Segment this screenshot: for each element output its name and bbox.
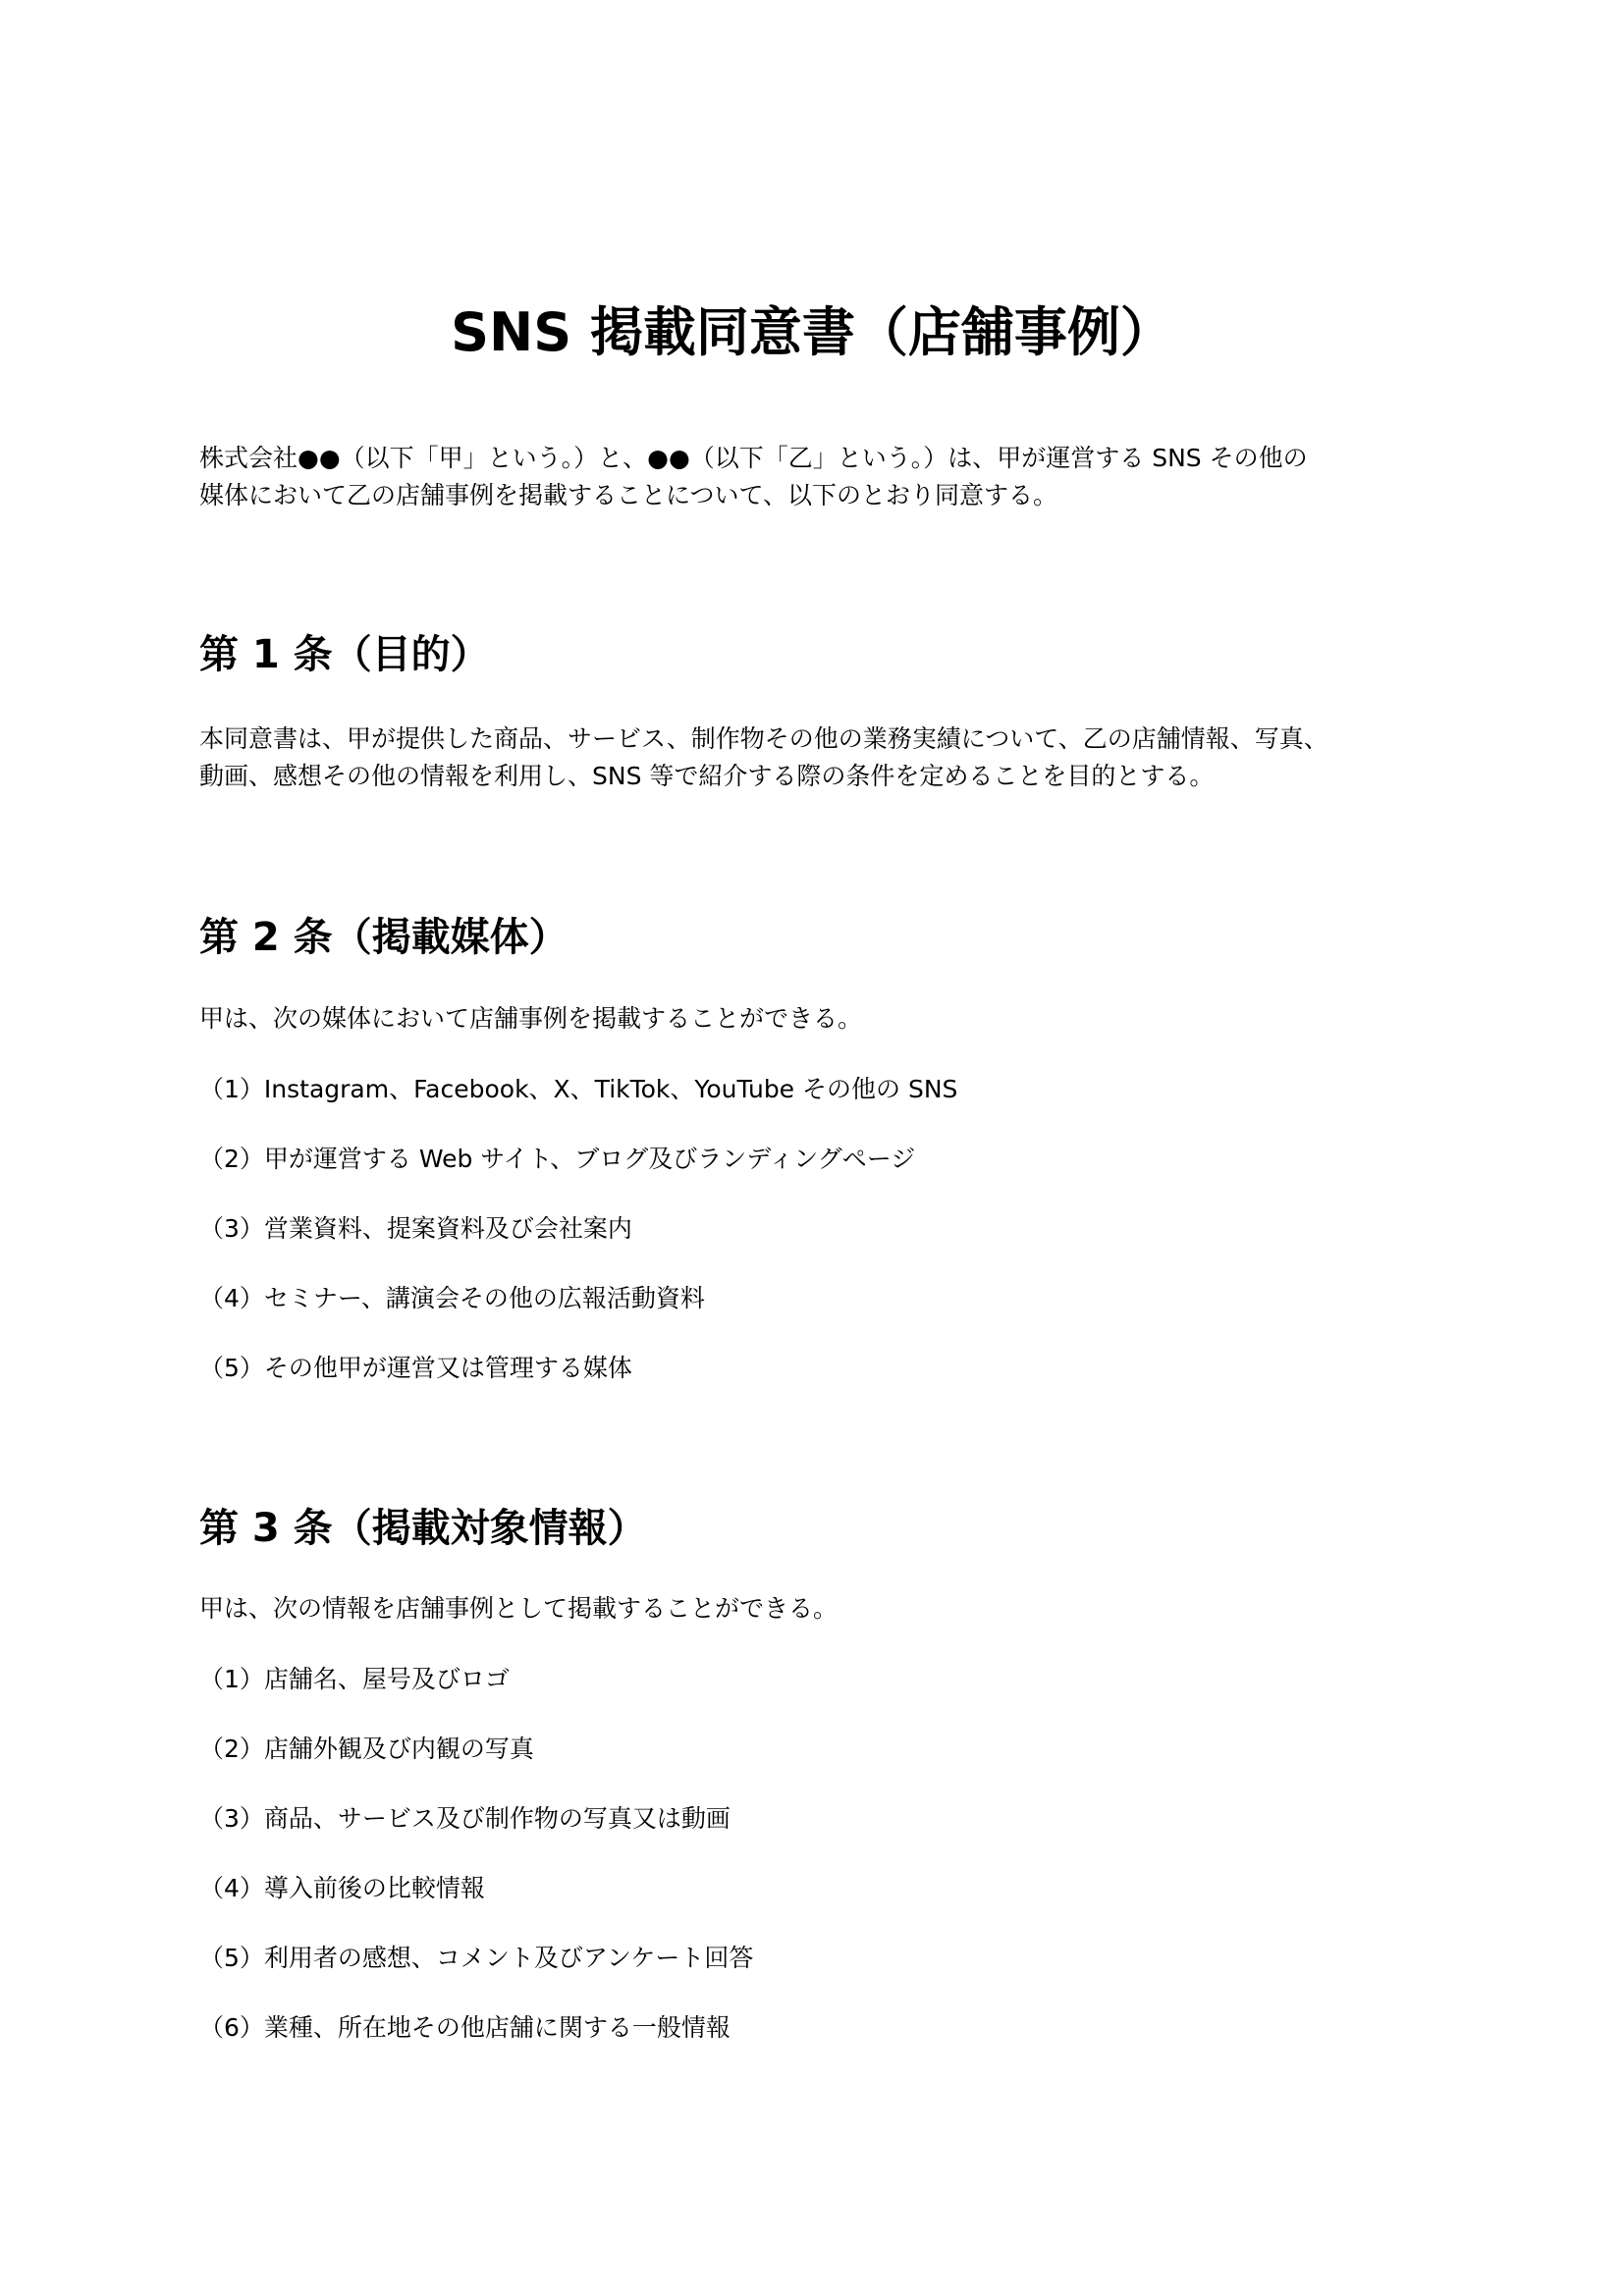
article-3-item: （3）商品、サービス及び制作物の写真又は動画 [199,1804,731,1833]
article-3-lead [199,1590,1466,1628]
article-2-item: （5）その他甲が運営又は管理する媒体 [199,1354,632,1382]
article-2-lead-text: 甲は、次の媒体において店舗事例を掲載することができる。 [199,1004,863,1033]
article-3-item: （5）利用者の感想、コメント及びアンケート回答 [199,1944,754,1972]
document-title: SNS 掲載同意書（店舗事例） [451,301,1173,364]
article-1-body [199,721,1466,795]
article-3-item: （6）業種、所在地その他店舗に関する一般情報 [199,2013,731,2042]
article-1-line: 本同意書は、甲が提供した商品、サービス、制作物その他の業務実績について、乙の店舗情報、写真、 [199,724,1328,753]
article-2-item: （4）セミナー、講演会その他の広報活動資料 [199,1284,705,1312]
article-1-heading: 第 1 条（目的） [199,632,490,677]
article-2-lead [199,1000,1466,1038]
article-2-item: （3）営業資料、提案資料及び会社案内 [199,1214,632,1243]
intro-line: 株式会社●●（以下「甲」という。）と、●●（以下「乙」という。）は、甲が運営する SNS その他の [199,444,1308,472]
article-3-lead-text: 甲は、次の情報を店舗事例として掲載することができる。 [199,1594,839,1623]
article-2-item: （2）甲が運営する Web サイト、ブログ及びランディングページ [199,1145,916,1173]
article-3-heading: 第 3 条（掲載対象情報） [199,1506,647,1551]
article-1-line: 動画、感想その他の情報を利用し、SNS 等で紹介する際の条件を定めることを目的とする。 [199,762,1215,790]
article-3-item: （4）導入前後の比較情報 [199,1874,485,1902]
article-3-item: （2）店舗外観及び内観の写真 [199,1735,534,1763]
article-3-item: （1）店舗名、屋号及びロゴ [199,1665,510,1693]
intro-line: 媒体において乙の店舗事例を掲載することについて、以下のとおり同意する。 [199,481,1058,509]
article-2-item: （1）Instagram、Facebook、X、TikTok、YouTube その他の SNS [199,1075,958,1103]
article-2-heading: 第 2 条（掲載媒体） [199,915,568,960]
intro-paragraph [199,440,1466,514]
